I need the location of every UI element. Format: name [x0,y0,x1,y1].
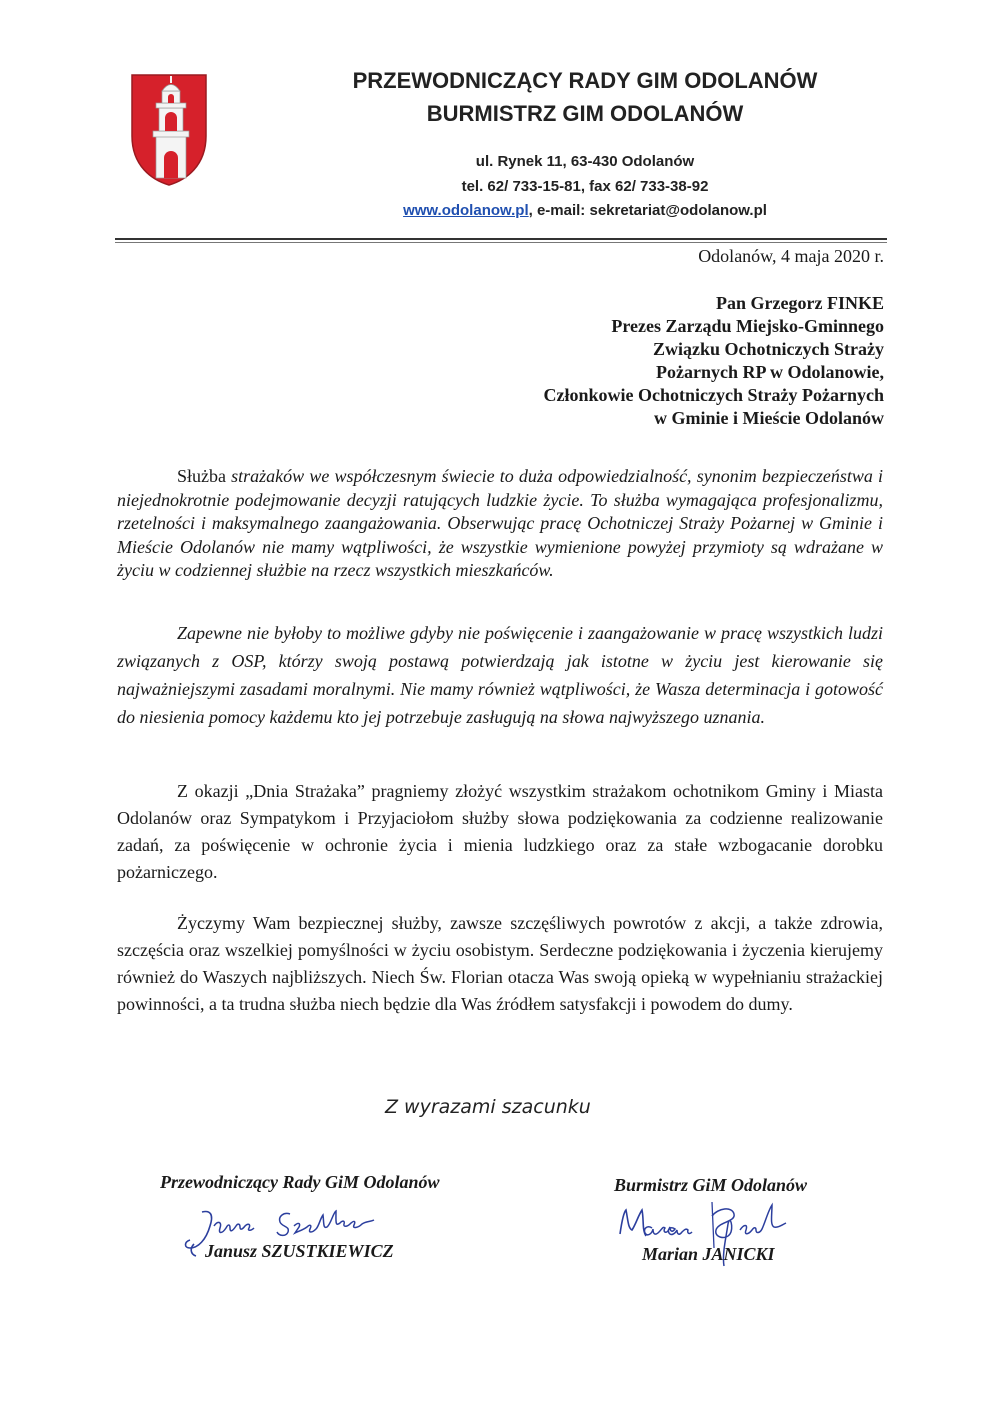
body-paragraph-2: Zapewne nie byłoby to możliwe gdyby nie poświęcenie i zaangażowanie w pracę wszystkich ludzi związanych z OSP, którzy swoją postawą potwierdzają jak istotne w życiu jest kierowanie się najważniejszymi zasadami moralnymi. Nie mamy również wątpliwości, że Wasza determinacja i gotowość do niesienia pomocy każdemu kto jej potrzebuje zasługują na słowa najwyższego uznania. [117,623,883,727]
recipient-block [544,292,884,430]
recipient-line: Prezes Zarządu Miejsko-Gminnego [611,316,884,336]
closing-phrase: Z wyrazami szacunku [385,1096,591,1118]
header-divider [115,238,887,240]
recipient-line: Pan Grzegorz FINKE [716,293,884,313]
right-signatory-role: Burmistrz GiM Odolanów [614,1175,808,1195]
right-signatory-name: Marian JANICKI [642,1244,775,1264]
phone-fax-line: tel. 62/ 733-15-81, fax 62/ 733-38-92 [461,178,709,195]
body-paragraph-4: Życzymy Wam bezpiecznej służby, zawsze szczęśliwych powrotów z akcji, a także zdrowia, szczęścia oraz wszelkiej pomyślności w życiu osobistym. Serdeczne podziękowania i życzenia kierujemy również do Waszych najbliższych. Niech Św. Florian otacza Was swoją opieką w wypełnianiu strażackiej powinności, a ta trudna służba niech będzie dla Was źródłem satysfakcji i powodem do dumy. [117,913,883,1014]
body-paragraph-3: Z okazji „Dnia Strażaka” pragniemy złożyć wszystkim strażakom ochotnikom Gminy i Miasta Odolanów oraz Sympatykom i Przyjaciołom służby słowa podziękowania za codzienne realizowanie zadań, za poświęcenie w ochronie życia i mienia ludzkiego oraz za stałe wzbogacanie dorobku pożarniczego. [117,781,883,882]
coat-of-arms-icon [131,74,207,186]
recipient-line: Związku Ochotniczych Straży [653,339,884,359]
left-signatory-role: Przewodniczący Rady GiM Odolanów [160,1172,440,1192]
recipient-line: w Gminie i Mieście Odolanów [654,408,884,428]
paragraph-text: strażaków we współczesnym świecie to duża odpowiedzialność, synonim bezpieczeństwa i niejednokrotnie podejmowanie decyzji ratujących ludzkie życie. To służba wymagająca profesjonalizmu, rzetelności i maksymalnego zaangażowania. Obserwując pracę Ochotniczej Straży Pożarnej w Gminie i Mieście Odolanów nie mamy wątpliwości, że wszystkie wymienione powyżej przymioty są wdrażane w życiu w codziennej służbie na rzecz wszystkich mieszkańców. [117,466,883,580]
recipient-line: Pożarnych RP w Odolanowie, [656,362,884,382]
address-line: ul. Rynek 11, 63-430 Odolanów [475,153,695,170]
contact-line [320,202,850,219]
email-text: , e-mail: sekretariat@odolanow.pl [528,202,767,219]
header-title-line-2: BURMISTRZ GIM ODOLANÓW [426,101,744,126]
website-link[interactable]: www.odolanow.pl [403,202,529,219]
recipient-line: Członkowie Ochotniczych Straży Pożarnych [543,385,884,405]
body-paragraph-1 [117,465,883,583]
letter-date: Odolanów, 4 maja 2020 r. [698,246,884,266]
header-divider-thin [115,242,887,243]
paragraph-lead-word: Służba [177,466,226,486]
left-signatory-name: Janusz SZUSTKIEWICZ [205,1241,394,1261]
header-title-line-1: PRZEWODNICZĄCY RADY GIM ODOLANÓW [352,68,818,93]
